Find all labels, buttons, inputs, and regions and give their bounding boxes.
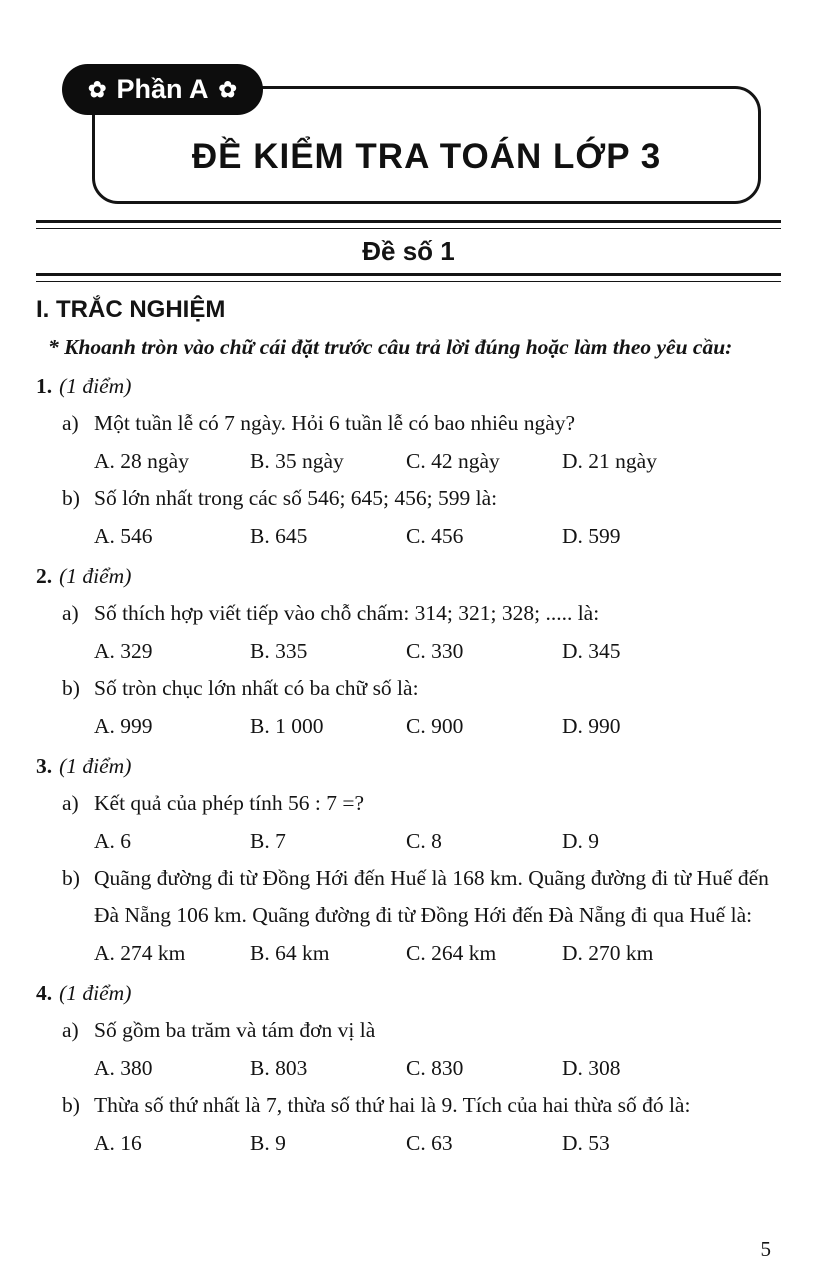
part-text: Số gồm ba trăm và tám đơn vị là xyxy=(94,1018,376,1042)
option-b: B. 64 km xyxy=(250,941,330,965)
question-part xyxy=(36,670,783,707)
options-row xyxy=(36,442,783,480)
part-label: b) xyxy=(62,866,80,890)
part-label: b) xyxy=(62,676,80,700)
option-b: B. 645 xyxy=(250,524,308,548)
part-badge-label: Phần A xyxy=(116,74,209,104)
option-d: D. 270 km xyxy=(562,941,654,965)
instruction-text: * Khoanh tròn vào chữ cái đặt trước câu trả lời đúng hoặc làm theo yêu cầu: xyxy=(48,335,733,359)
part-label: a) xyxy=(62,411,79,435)
options-row xyxy=(36,632,783,670)
options-row xyxy=(36,1049,783,1087)
option-c: C. 900 xyxy=(406,714,464,738)
page-title: ĐỀ KIỂM TRA TOÁN LỚP 3 xyxy=(191,137,662,176)
part-badge xyxy=(62,64,263,115)
options-row xyxy=(36,517,783,555)
option-c: C. 63 xyxy=(406,1131,453,1155)
option-d: D. 308 xyxy=(562,1056,621,1080)
double-rule-bottom xyxy=(36,273,781,282)
part-text: Một tuần lễ có 7 ngày. Hỏi 6 tuần lễ có bao nhiêu ngày? xyxy=(94,411,576,435)
option-b: B. 1 000 xyxy=(250,714,324,738)
part-label: a) xyxy=(62,791,79,815)
option-a: A. 274 km xyxy=(94,941,186,965)
question-head xyxy=(36,974,783,1012)
question-part xyxy=(36,785,783,822)
option-b: B. 803 xyxy=(250,1056,308,1080)
question-part xyxy=(36,480,783,517)
option-b: B. 335 xyxy=(250,639,308,663)
option-a: A. 999 xyxy=(94,714,153,738)
part-label: a) xyxy=(62,1018,79,1042)
option-c: C. 330 xyxy=(406,639,464,663)
option-a: A. 329 xyxy=(94,639,153,663)
question-points: (1 điểm) xyxy=(59,754,132,778)
question-head xyxy=(36,557,783,595)
option-d: D. 599 xyxy=(562,524,621,548)
question-points: (1 điểm) xyxy=(59,374,132,398)
option-d: D. 21 ngày xyxy=(562,449,657,473)
option-a: A. 6 xyxy=(94,829,132,853)
question-points: (1 điểm) xyxy=(59,981,132,1005)
option-a: A. 546 xyxy=(94,524,153,548)
part-text: Số lớn nhất trong các số 546; 645; 456; 599 là: xyxy=(94,486,498,510)
question-number: 3. xyxy=(36,754,53,778)
question-head xyxy=(36,367,783,405)
option-d: D. 345 xyxy=(562,639,621,663)
option-b: B. 9 xyxy=(250,1131,286,1155)
double-rule-top xyxy=(36,220,781,229)
question-number: 1. xyxy=(36,374,53,398)
book-page xyxy=(0,74,817,1286)
option-c: C. 8 xyxy=(406,829,442,853)
option-c: C. 42 ngày xyxy=(406,449,500,473)
option-d: D. 53 xyxy=(562,1131,610,1155)
option-d: D. 990 xyxy=(562,714,621,738)
question-part xyxy=(36,405,783,442)
option-c: C. 830 xyxy=(406,1056,464,1080)
part-text: Số tròn chục lớn nhất có ba chữ số là: xyxy=(94,676,419,700)
option-a: A. 16 xyxy=(94,1131,142,1155)
question-2 xyxy=(36,557,783,745)
options-row xyxy=(36,934,783,972)
part-text: Số thích hợp viết tiếp vào chỗ chấm: 314; 321; 328; ..... là: xyxy=(94,601,600,625)
question-part xyxy=(36,1087,783,1124)
question-points: (1 điểm) xyxy=(59,564,132,588)
exam-content xyxy=(0,282,817,1162)
flower-icon-left: ✿ xyxy=(88,76,107,102)
question-part xyxy=(36,860,783,934)
question-part xyxy=(36,595,783,632)
header xyxy=(88,74,761,204)
part-text: Kết quả của phép tính 56 : 7 =? xyxy=(94,791,365,815)
exam-number-banner xyxy=(36,220,781,282)
question-number: 4. xyxy=(36,981,53,1005)
section-title: I. TRẮC NGHIỆM xyxy=(36,296,226,323)
part-label: b) xyxy=(62,1093,80,1117)
exam-number-title: Đề số 1 xyxy=(362,236,455,266)
options-row xyxy=(36,707,783,745)
option-a: A. 28 ngày xyxy=(94,449,189,473)
option-c: C. 264 km xyxy=(406,941,497,965)
option-a: A. 380 xyxy=(94,1056,153,1080)
flower-icon-right: ✿ xyxy=(218,76,237,102)
question-4 xyxy=(36,974,783,1162)
option-d: D. 9 xyxy=(562,829,600,853)
part-text: Quãng đường đi từ Đồng Hới đến Huế là 168 km. Quãng đường đi từ Huế đến Đà Nẵng 106 km. Quãng đường đi từ Đồng Hới đến Đà Nẵng đi qua Huế là: xyxy=(94,866,769,927)
question-number: 2. xyxy=(36,564,53,588)
options-row xyxy=(36,822,783,860)
options-row xyxy=(36,1124,783,1162)
question-1 xyxy=(36,367,783,555)
option-b: B. 7 xyxy=(250,829,286,853)
question-head xyxy=(36,747,783,785)
part-label: b) xyxy=(62,486,80,510)
part-text: Thừa số thứ nhất là 7, thừa số thứ hai là 9. Tích của hai thừa số đó là: xyxy=(94,1093,691,1117)
question-part xyxy=(36,1012,783,1049)
page-number: 5 xyxy=(760,1237,771,1261)
option-b: B. 35 ngày xyxy=(250,449,344,473)
question-3 xyxy=(36,747,783,972)
part-label: a) xyxy=(62,601,79,625)
option-c: C. 456 xyxy=(406,524,464,548)
